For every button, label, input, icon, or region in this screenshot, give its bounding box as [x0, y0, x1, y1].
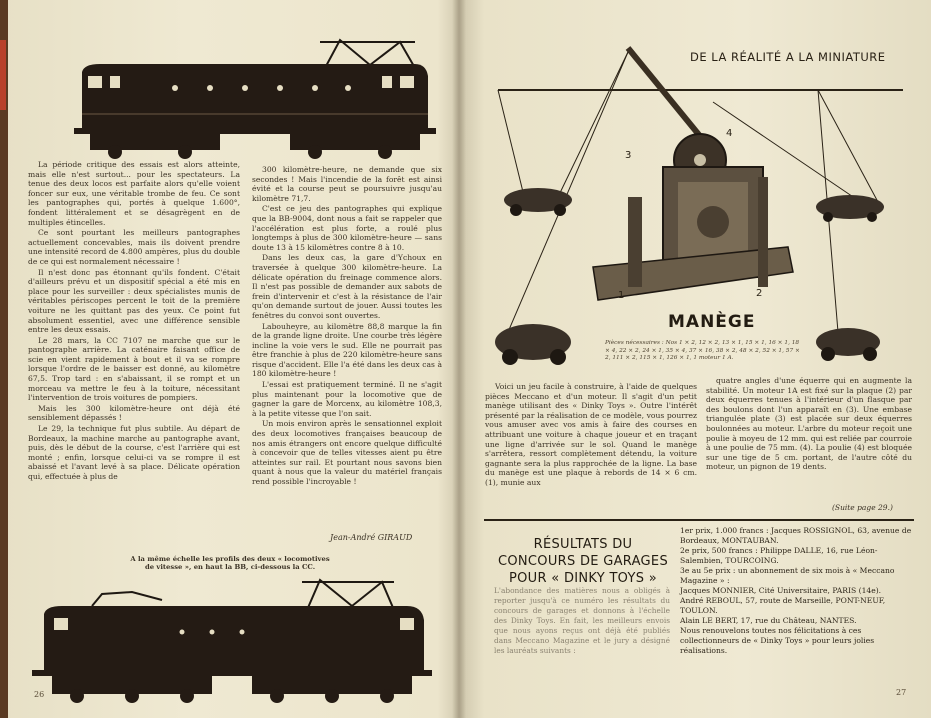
diagram-label-4: 4 [726, 128, 733, 139]
author-signature: Jean-André GIRAUD [330, 533, 413, 542]
paragraph: quatre angles d'une équerre qui en augmente la stabilité. Un moteur 1A est fixé sur la plaque (2) par deux équerres tenues à l'intérieur d'un flasque par des boulons dont l'un apparaît en (3). Une embase triangulée plate (3) est placée sur deux équerres boulonnées au moteur. L'arbre du moteur reçoit une poulie à moyeu de 12 mm. qui est reliée par courroie à une poulie de 75 mm. (4). La poulie (4) est bloquée sur une tige de 5 cm. portant, de l'autre côté du moteur, un pignon de 19 dents. [706, 376, 912, 472]
page-edge-mark [0, 40, 6, 110]
paragraph: Labouheyre, au kilomètre 88,8 marque la fin de la grande ligne droite. Une courbe très légère incline la voie vers le sud. Elle ne pourrait pas être franchie à plus de 220 kilomètre-heure sans risque d'accident. Elle l'a été dans les deux cas à 180 kilomètre-heure ! [252, 321, 442, 379]
paragraph: Le 28 mars, la CC 7107 ne marche que sur le pantographe arrière. La caténaire faisant office de scie en vient rapidement à bout et il va se rompre lorsque l'ordre de le baisser est donné, au kilomètre 67,5. Trop tard : en s'abaissant, il se rompt et un morceau va mettre le feu à la toiture, nécessitant l'intervention de trois voitures de pompiers. [28, 335, 240, 403]
locomotive-cc-silhouette [22, 570, 442, 710]
continued-note: (Suite page 29.) [832, 503, 893, 512]
paragraph: Voici un jeu facile à construire, à l'aide de quelques pièces Meccano et d'un moteur. Il s'agit d'un petit manège utilisant des « Dinky Toys ». Outre l'intérêt présenté par la réalisation de ce modèle, vous pourrez vous amuser avec vos amis à faire des courses en attribuant une voiture à chaque joueur et en traçant une ligne d'arrivée sur le sol. Quand le manège s'arrêtera, ressort complètement détendu, la voiture gagnante sera la plus rapprochée de la ligne. La base du manège est une plaque à rebords de 14 × 6 cm. (1), munie aux [485, 382, 697, 487]
manege-column-b [706, 376, 912, 504]
diagram-label-3: 3 [625, 150, 632, 161]
results-title: RÉSULTATS DU CONCOURS DE GARAGES POUR « DINKY TOYS » [497, 537, 668, 586]
winners-list [680, 526, 912, 656]
paragraph: Dans les deux cas, la gare d'Ychoux en traversée à quelque 300 kilomètre-heure. La délicate opération du freinage commence alors. Il n'est pas possible de demander aux sabots de frein d'intervenir et c'est à la résistance de l'air qu'on demande surtout de jouer. Aussi toutes les fenêtres du convoi sont ouvertes. [252, 253, 442, 320]
section-header-title: DE LA RÉALITÉ A LA MINIATURE [690, 50, 886, 64]
paragraph: La période critique des essais est alors atteinte, mais elle n'est surtout... pour les spectateurs. La tenue des deux locos est parfaite alors qu'elle voient foncer sur eux, une véritable trombe de feu. Ce sont les pantographes qui, portés à quelque 1.600°, fondent littéralement et se désagrègent en de multiples étincelles. [28, 160, 240, 227]
list-item: 3e au 5e prix : un abonnement de six mois à « Meccano Magazine » : [680, 566, 895, 585]
diagram-label-1: 1 [618, 290, 625, 301]
manege-title: MANÈGE [668, 312, 756, 332]
diagram-label-2: 2 [756, 288, 763, 299]
paragraph: Ce sont pourtant les meilleurs pantographes actuellement concevables, mais ils doivent prendre une intensité record de 4.800 ampères, plus du double de ce qui est normalement nécessaire ! [28, 228, 240, 266]
locomotive-bb-silhouette [70, 20, 435, 160]
paragraph: Un mois environ après le sensationnel exploit des deux locomotives françaises beaucoup de nos amis étrangers ont encore quelque difficulté à concevoir que de telles vitesses aient pu être atteintes sur rail. Et pourtant nous savons bien quant à nous que la valeur du matériel français rend possible l'incroyable ! [252, 419, 442, 486]
results-intro: L'abondance des matières nous a obligés à reporter jusqu'à ce numéro les résultats du concours de garages et donnons à l'échelle des Dinky Toys. En fait, les meilleurs envois que nous ayons reçus ont déjà été publiés dans Meccano Magazine et le jury a désigné les lauréats suivants : [494, 586, 670, 655]
list-item: Alain LE BERT, 17, rue du Château, NANTES. [680, 616, 857, 625]
page-number-right: 27 [896, 688, 907, 697]
section-divider [484, 519, 914, 521]
paragraph: C'est ce jeu des pantographes qui explique que la BB-9004, dont nous a fait se rappeler que l'accélération est plus forte, a roulé plus longtemps à plus de 300 kilomètre-heure — sans doute 13 à 15 kilomètres contre 8 à 10. [252, 204, 442, 252]
list-item: 1er prix, 1.000 francs : Jacques ROSSIGNOL, 63, avenue de Bordeaux, MONTAUBAN. [680, 526, 912, 545]
page-gutter [452, 0, 466, 718]
list-item: Nous renouvelons toutes nos félicitations à ces collectionneurs de « Dinky Toys » pour leurs jolies réalisations. [680, 626, 875, 655]
article-column-2 [252, 165, 442, 531]
locomotive-caption: A la même échelle les profils des deux « locomotives de vitesse », en haut la BB, ci-dessous la CC. [130, 555, 330, 571]
list-item: 2e prix, 500 francs : Philippe DALLE, 16, rue Léon-Salembien, TOURCOING. [680, 546, 878, 565]
paragraph: Le 29, la technique fut plus subtile. Au départ de Bordeaux, la machine marche au pantographe avant, puis, dès le début de la course, c'est l'arrière qui est monté ; enfin, lorsque celui-ci va se rompre il est abaissé et l'avant levé à sa place. Délicate opération qui, effectuée à plus de [28, 424, 240, 481]
manege-parts-list: Pièces nécessaires : Nos 1 × 2, 12 × 2, 13 × 1, 15 × 1, 16 × 1, 18 × 4, 22 × 2, 24 × 1, 35 × 4, 37 × 16, 38 × 2, 48 × 2, 52 × 1, 57 × 2, 111 × 2, 115 × 1, 126 × 1, 1 moteur 1 A. [605, 340, 800, 361]
article-column-1 [28, 160, 240, 552]
paragraph: Il n'est donc pas étonnant qu'ils fondent. C'était d'ailleurs prévu et un dispositif spécial a été mis en place pour les surveiller : deux spécialistes munis de véritables périscopes percent le toit de la première voiture ne les quittant pas des yeux. Ce point fut absolument essentiel, avec une différence sensible entre les deux essais. [28, 267, 240, 335]
list-item: André REBOUL, 57, route de Marseille, PONT-NEUF, TOULON. [680, 596, 886, 615]
manege-column-a [485, 382, 697, 512]
paragraph: Mais les 300 kilomètre-heure ont déjà été sensiblement dépassés ! [28, 403, 240, 423]
paragraph: 300 kilomètre-heure, ne demande que six secondes ! Mais l'incendie de la forêt est ainsi évité et la course peut se poursuivre jusqu'au kilomètre 71,7. [252, 165, 442, 203]
paragraph: L'essai est pratiquement terminé. Il ne s'agit plus maintenant pour la locomotive que de gagner la gare de Morcenx, au kilomètre 108,3, à la petite vitesse que l'on sait. [252, 380, 442, 418]
page-number-left: 26 [34, 690, 45, 699]
list-item: Jacques MONNIER, Cité Universitaire, PARIS (14e). [680, 586, 882, 595]
